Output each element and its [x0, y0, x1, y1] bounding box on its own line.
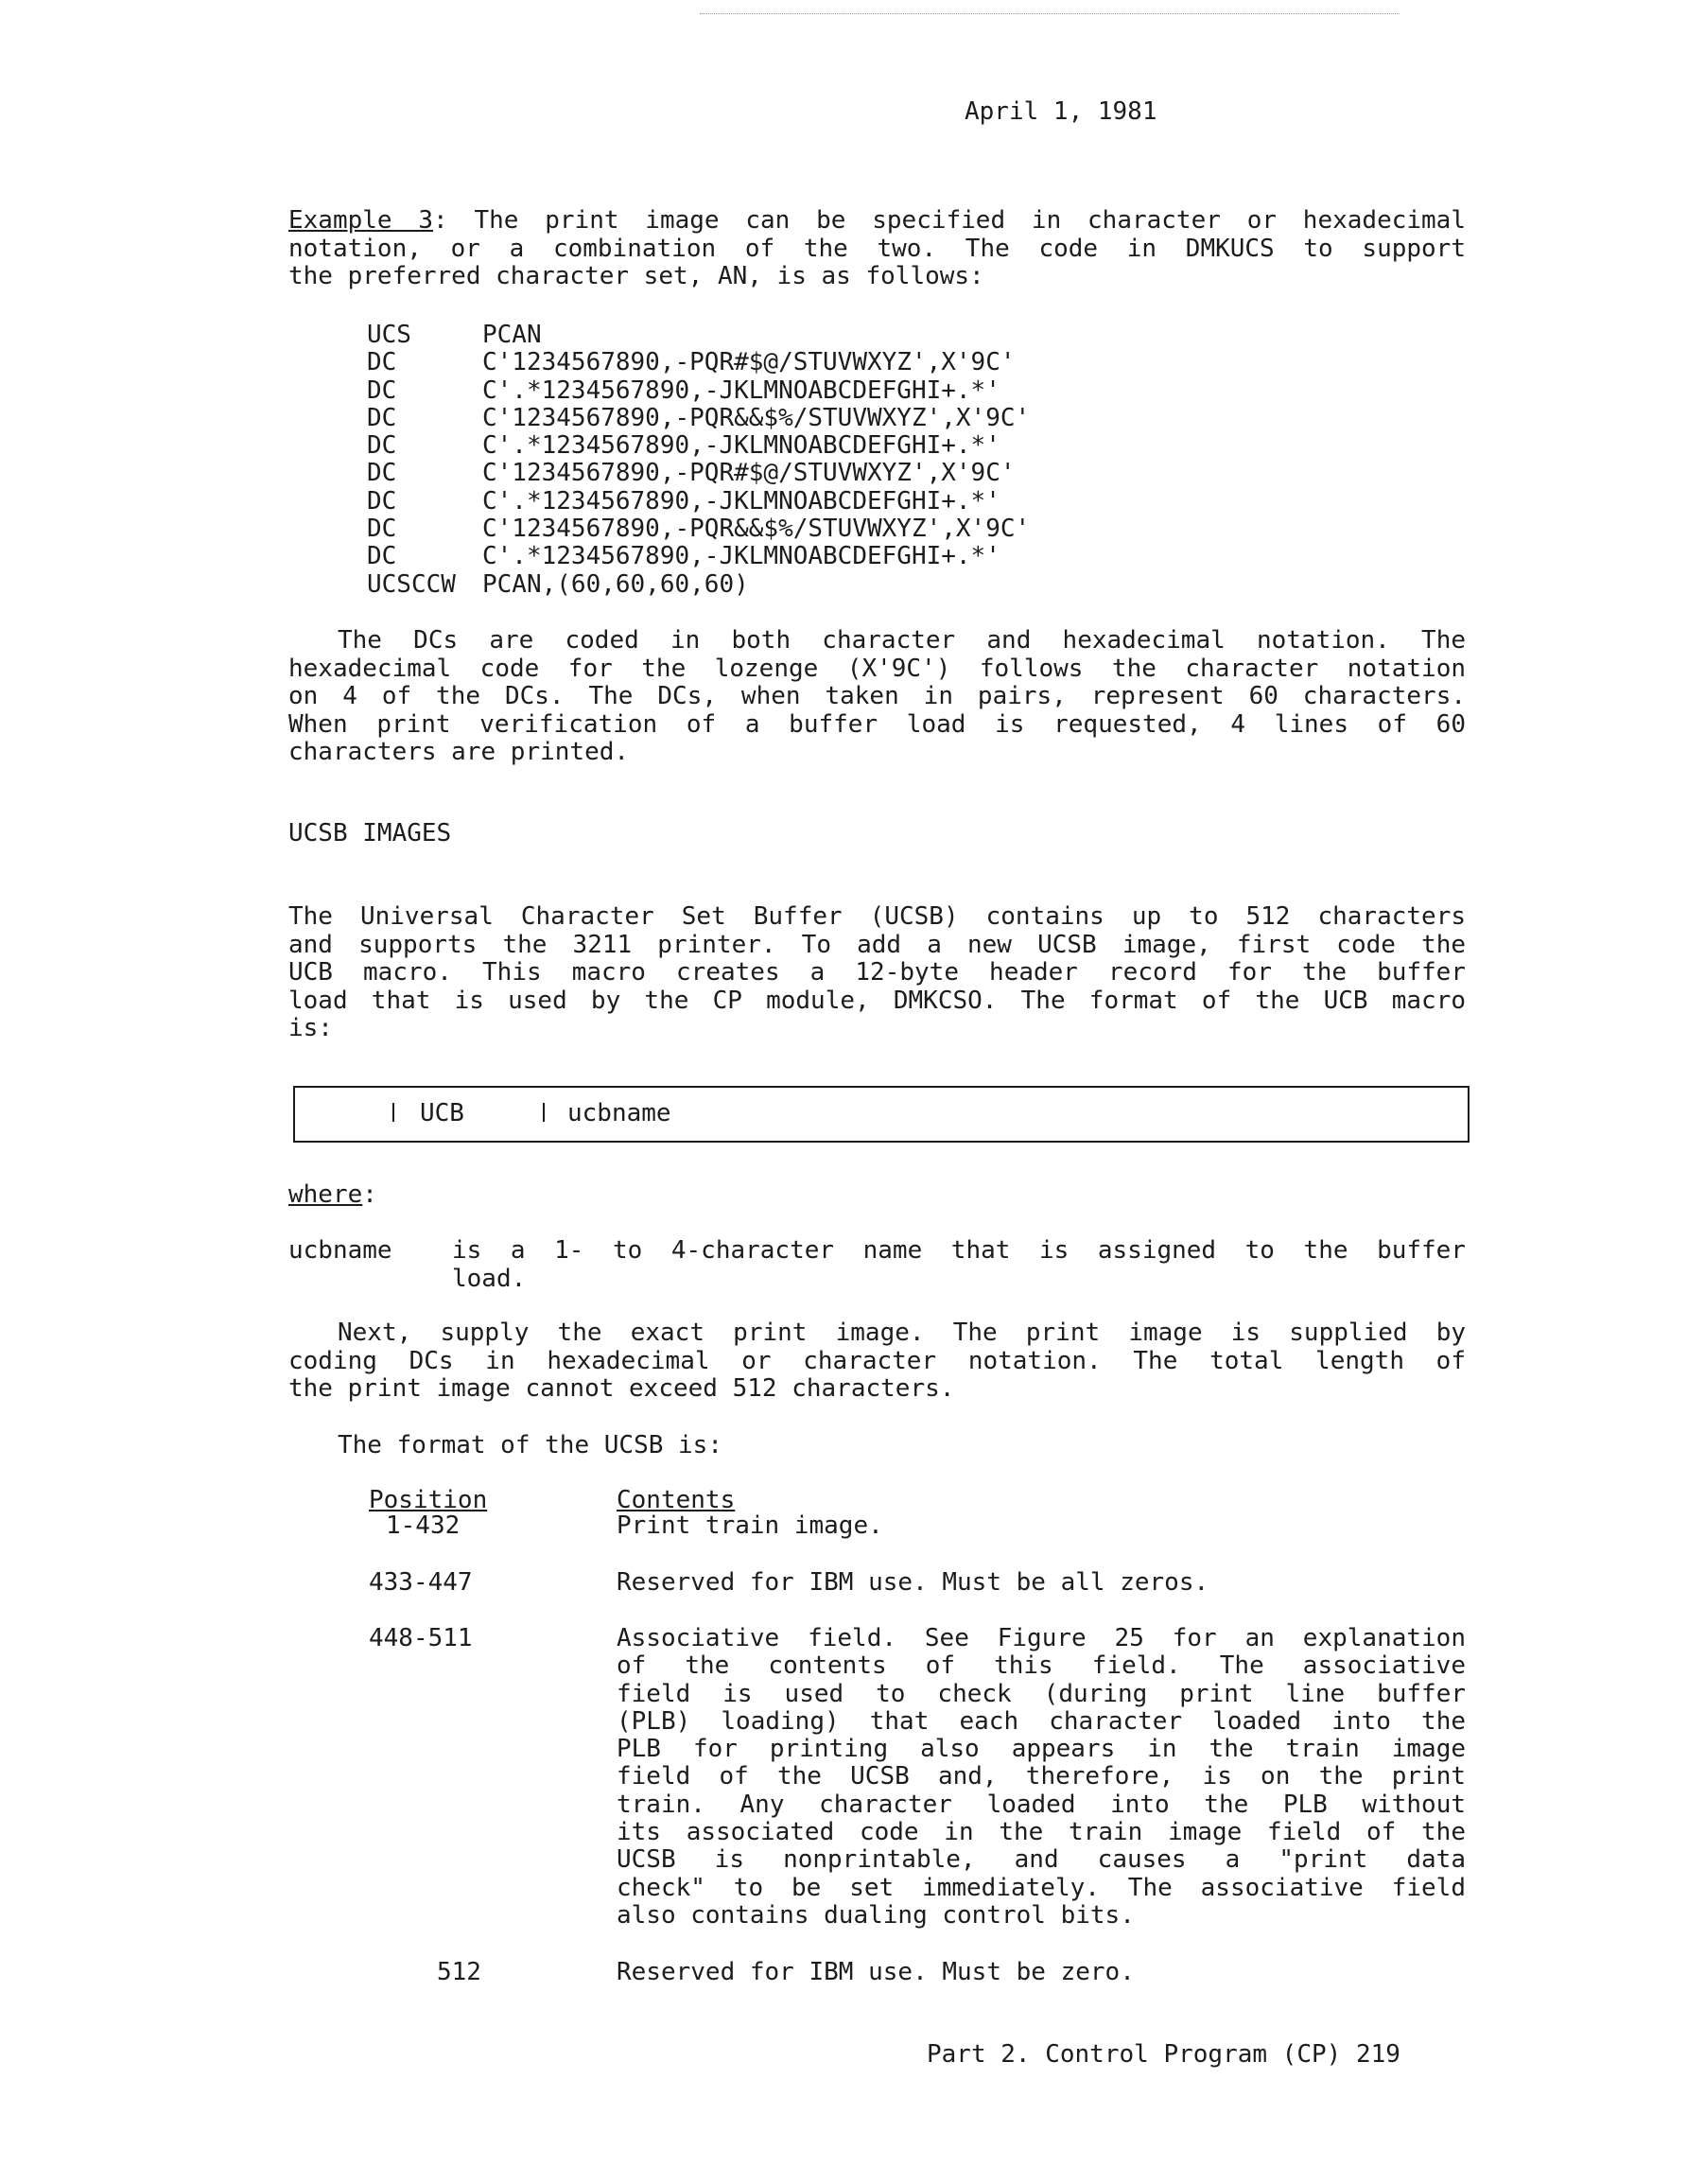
scan-artifact-marks [700, 13, 1400, 18]
next-line-2: coding DCs in hexadecimal or character notation. The total length of [288, 1346, 1466, 1375]
where-label: where [288, 1180, 363, 1209]
next-line-1: Next, supply the exact print image. The print image is supplied by [338, 1319, 1466, 1347]
code-line: DC C'1234567890,-PQR&&$%/STUVWXYZ',X'9C' [367, 403, 1031, 432]
format-intro: The format of the UCSB is: [338, 1431, 722, 1459]
dcs-line-2: hexadecimal code for the lozenge (X'9C') follows the character notation [288, 654, 1466, 683]
code-line: DC C'.*1234567890,-JKLMNOABCDEFGHI+.*' [367, 376, 1000, 405]
row-description-line: train. Any character loaded into the PLB without [617, 1790, 1466, 1819]
page-date: April 1, 1981 [965, 97, 1157, 126]
ucsb-line-3: UCB macro. This macro creates a 12-byte header record for the buffer [288, 958, 1466, 987]
macro-box-separator [392, 1103, 394, 1122]
section-heading: UCSB IMAGES [288, 819, 452, 847]
code-line: DC C'1234567890,-PQR#$@/STUVWXYZ',X'9C' [367, 459, 1016, 488]
page-footer: Part 2. Control Program (CP) 219 [927, 2040, 1400, 2069]
row-description-line: (PLB) loading) that each character loaded into the [617, 1706, 1466, 1736]
definition-term: ucbname [288, 1236, 392, 1265]
example-3-line-1: Example 3: The print image can be specified in character or hexadecimal [288, 206, 1466, 235]
row-description-line: also contains dualing control bits. [617, 1900, 1135, 1930]
row-description-line: check" to be set immediately. The associative field [617, 1873, 1466, 1902]
next-paragraph [288, 1319, 1466, 1404]
definition-line-2: load. [452, 1265, 527, 1293]
example-3-paragraph [288, 207, 1466, 291]
code-line: UCS PCAN [367, 321, 542, 349]
ucsb-paragraph [288, 903, 1466, 1043]
dcs-line-5: characters are printed. [288, 738, 630, 766]
row-description-line: field of the UCSB and, therefore, is on the print [617, 1762, 1466, 1791]
position-header: Position [369, 1486, 488, 1514]
row-description: Reserved for IBM use. Must be zero. [617, 1958, 1135, 1986]
dcs-line-3: on 4 of the DCs. The DCs, when taken in pairs, represent 60 characters. [288, 682, 1466, 710]
ucsb-line-1: The Universal Character Set Buffer (UCSB) contains up to 512 characters [288, 902, 1466, 931]
where-label-line: where: [288, 1180, 377, 1209]
code-line: DC C'.*1234567890,-JKLMNOABCDEFGHI+.*' [367, 431, 1000, 461]
example-3-line-3: the preferred character set, AN, is as follows: [288, 262, 984, 290]
definition-body [452, 1236, 1466, 1293]
row-description-line: UCSB is nonprintable, and causes a "print data [617, 1845, 1466, 1875]
example-3-label: Example 3 [288, 206, 434, 235]
dcs-line-1: The DCs are coded in both character and hexadecimal notation. The [338, 626, 1466, 655]
row-description-line: field is used to check (during print line buffer [617, 1679, 1466, 1708]
ucsb-line-2: and supports the 3211 printer. To add a new UCSB image, first code the [288, 930, 1466, 959]
macro-operand-cell: ucbname [567, 1099, 671, 1127]
row-description-line: PLB for printing also appears in the train image [617, 1735, 1466, 1764]
macro-format-box [293, 1086, 1470, 1143]
code-line: DC C'1234567890,-PQR&&$%/STUVWXYZ',X'9C' [367, 515, 1031, 544]
position-value: 1-432 [386, 1511, 461, 1540]
row-description: Reserved for IBM use. Must be all zeros. [617, 1568, 1209, 1597]
position-value: 448-511 [369, 1624, 473, 1652]
macro-name-cell: UCB [420, 1099, 464, 1127]
row-description-line: its associated code in the train image field of the [617, 1818, 1466, 1847]
row-description-line: Associative field. See Figure 25 for an explanation [617, 1624, 1466, 1652]
code-line: UCSCCW PCAN,(60,60,60,60) [367, 569, 749, 599]
position-value: 433-447 [369, 1568, 473, 1597]
ucsb-line-5: is: [288, 1014, 333, 1042]
next-line-3: the print image cannot exceed 512 characters. [288, 1374, 955, 1403]
example-3-line-2: notation, or a combination of the two. The code in DMKUCS to support [288, 234, 1466, 263]
dcs-paragraph [288, 627, 1466, 767]
code-line: DC C'.*1234567890,-JKLMNOABCDEFGHI+.*' [367, 486, 1000, 515]
ucsb-line-4: load that is used by the CP module, DMKCSO. The format of the UCB macro [288, 986, 1466, 1015]
dcs-line-4: When print verification of a buffer load is requested, 4 lines of 60 [288, 709, 1466, 739]
code-line: DC C'1234567890,-PQR#$@/STUVWXYZ',X'9C' [367, 348, 1016, 377]
code-listing [367, 322, 1030, 599]
position-value: 512 [437, 1958, 481, 1986]
definition-line-1: is a 1- to 4-character name that is assigned to the buffer [452, 1236, 1466, 1265]
macro-box-separator [543, 1103, 545, 1122]
row-description: Print train image. [617, 1511, 883, 1540]
contents-header: Contents [617, 1486, 736, 1514]
row-description-line: of the contents of this field. The associative [617, 1651, 1466, 1681]
code-line: DC C'.*1234567890,-JKLMNOABCDEFGHI+.*' [367, 542, 1000, 571]
